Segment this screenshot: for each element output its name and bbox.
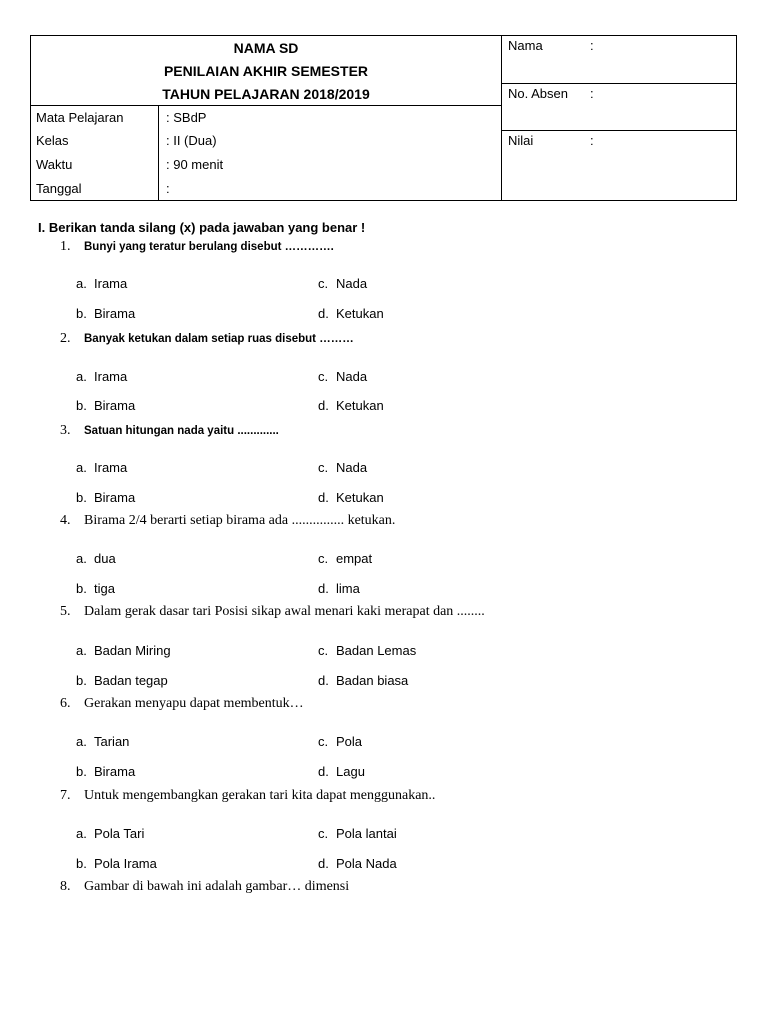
option-c[interactable]: c. empat bbox=[318, 551, 373, 566]
info-value: : SBdP bbox=[166, 110, 207, 125]
option-b[interactable]: b. Pola Irama bbox=[76, 856, 157, 871]
question-text: Bunyi yang teratur berulang disebut …………. bbox=[84, 241, 334, 253]
question-text: Gambar di bawah ini adalah gambar… dimensi bbox=[84, 879, 350, 894]
question-text: Untuk mengembangkan gerakan tari kita dapat menggunakan.. bbox=[84, 788, 436, 803]
header-table bbox=[30, 35, 737, 201]
field-colon: : bbox=[590, 86, 594, 101]
header-title-block bbox=[31, 36, 502, 106]
question-5 bbox=[60, 604, 485, 620]
option-a[interactable]: a. Irama bbox=[76, 460, 128, 475]
info-value: : II (Dua) bbox=[166, 133, 217, 148]
question-number: 5. bbox=[60, 604, 71, 619]
question-text: Birama 2/4 berarti setiap birama ada ............... ketukan. bbox=[84, 513, 396, 528]
option-d[interactable]: d. Badan biasa bbox=[318, 673, 409, 688]
question-1 bbox=[60, 238, 334, 255]
question-number: 2. bbox=[60, 331, 71, 346]
info-label: Mata Pelajaran bbox=[36, 110, 124, 125]
question-text: Dalam gerak dasar tari Posisi sikap awal menari kaki merapat dan ........ bbox=[84, 604, 485, 619]
question-2 bbox=[60, 330, 354, 347]
info-label: Tanggal bbox=[36, 181, 82, 196]
question-number: 3. bbox=[60, 423, 71, 438]
column-divider bbox=[158, 106, 159, 201]
option-c[interactable]: c. Nada bbox=[318, 276, 368, 291]
option-a[interactable]: a. Irama bbox=[76, 369, 128, 384]
question-number: 1. bbox=[60, 239, 71, 254]
option-c[interactable]: c. Nada bbox=[318, 460, 368, 475]
field-colon: : bbox=[590, 38, 594, 53]
info-label: Waktu bbox=[36, 157, 73, 172]
subject-info bbox=[31, 106, 502, 201]
option-c[interactable]: c. Pola lantai bbox=[318, 826, 397, 841]
option-c[interactable]: c. Nada bbox=[318, 369, 368, 384]
field-colon: : bbox=[590, 133, 594, 148]
question-4 bbox=[60, 513, 395, 529]
question-number: 7. bbox=[60, 788, 71, 803]
option-b[interactable]: b. Badan tegap bbox=[76, 673, 168, 688]
option-d[interactable]: d. Ketukan bbox=[318, 490, 384, 505]
info-value: : 90 menit bbox=[166, 157, 224, 172]
option-d[interactable]: d. Pola Nada bbox=[318, 856, 397, 871]
field-label: Nilai bbox=[508, 133, 534, 148]
attendance-number-field[interactable] bbox=[502, 84, 737, 131]
question-number: 8. bbox=[60, 879, 71, 894]
academic-year: TAHUN PELAJARAN 2018/2019 bbox=[162, 86, 370, 102]
question-text: Gerakan menyapu dapat membentuk… bbox=[84, 696, 304, 711]
option-b[interactable]: b. Birama bbox=[76, 764, 136, 779]
option-a[interactable]: a. Badan Miring bbox=[76, 643, 171, 658]
school-name: NAMA SD bbox=[233, 40, 299, 56]
field-label: Nama bbox=[508, 38, 543, 53]
option-c[interactable]: c. Pola bbox=[318, 734, 363, 749]
question-3 bbox=[60, 422, 279, 439]
question-number: 6. bbox=[60, 696, 71, 711]
option-a[interactable]: a. Tarian bbox=[76, 734, 130, 749]
score-field[interactable] bbox=[502, 131, 737, 201]
option-a[interactable]: a. Pola Tari bbox=[76, 826, 145, 841]
question-text: Banyak ketukan dalam setiap ruas disebut ……… bbox=[84, 333, 354, 345]
option-b[interactable]: b. tiga bbox=[76, 581, 115, 596]
option-a[interactable]: a. Irama bbox=[76, 276, 128, 291]
name-field[interactable] bbox=[502, 36, 737, 84]
info-label: Kelas bbox=[36, 133, 69, 148]
info-value: : bbox=[166, 181, 170, 196]
option-d[interactable]: d. lima bbox=[318, 581, 360, 596]
question-6 bbox=[60, 696, 304, 712]
question-7 bbox=[60, 788, 435, 804]
student-fields bbox=[502, 36, 737, 201]
option-c[interactable]: c. Badan Lemas bbox=[318, 643, 417, 658]
option-b[interactable]: b. Birama bbox=[76, 490, 136, 505]
section-instruction: I. Berikan tanda silang (x) pada jawaban yang benar ! bbox=[38, 220, 366, 235]
exam-title: PENILAIAN AKHIR SEMESTER bbox=[163, 63, 369, 79]
option-d[interactable]: d. Ketukan bbox=[318, 306, 384, 321]
question-number: 4. bbox=[60, 513, 71, 528]
option-a[interactable]: a. dua bbox=[76, 551, 116, 566]
question-text: Satuan hitungan nada yaitu ............. bbox=[84, 425, 279, 437]
option-b[interactable]: b. Birama bbox=[76, 398, 136, 413]
option-d[interactable]: d. Ketukan bbox=[318, 398, 384, 413]
question-8 bbox=[60, 879, 349, 895]
option-b[interactable]: b. Birama bbox=[76, 306, 136, 321]
option-d[interactable]: d. Lagu bbox=[318, 764, 365, 779]
field-label: No. Absen bbox=[508, 86, 568, 101]
